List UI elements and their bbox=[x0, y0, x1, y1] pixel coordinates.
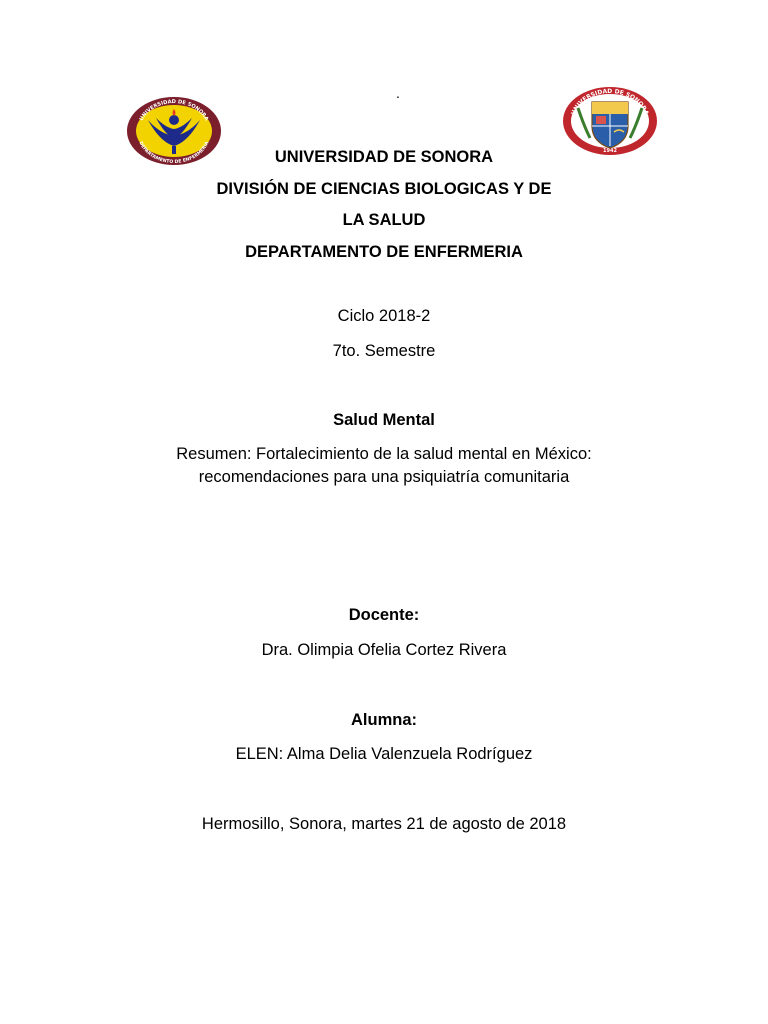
cycle-text: Ciclo 2018-2 bbox=[337, 307, 431, 325]
teacher-name: Dra. Olimpia Ofelia Cortez Rivera bbox=[261, 641, 507, 659]
subject-title: Salud Mental bbox=[333, 411, 435, 429]
department-name: DEPARTAMENTO DE ENFERMERIA bbox=[245, 243, 523, 261]
seal-top-text: UNIVERSIDAD DE SONORA bbox=[570, 87, 650, 117]
institution-name: UNIVERSIDAD DE SONORA bbox=[274, 148, 494, 166]
summary-line-1: Resumen: Fortalecimiento de la salud mental en México: bbox=[176, 445, 592, 463]
teacher-label: Docente: bbox=[348, 606, 420, 624]
student-label: Alumna: bbox=[351, 711, 417, 729]
summary-line-2: recomendaciones para una psiquiatría comunitaria bbox=[198, 468, 570, 486]
logo-bottom-text: DEPARTAMENTO DE ENFERMERIA bbox=[137, 141, 211, 166]
logo-top-text: UNIVERSIDAD DE SONORA bbox=[138, 99, 210, 122]
university-seal-logo bbox=[562, 86, 658, 156]
student-name: ELEN: Alma Delia Valenzuela Rodríguez bbox=[235, 745, 533, 763]
header-dot: . bbox=[396, 85, 400, 101]
seal-year: 1942 bbox=[603, 148, 617, 154]
place-and-date: Hermosillo, Sonora, martes 21 de agosto de 2018 bbox=[201, 815, 567, 833]
division-name-line1: DIVISIÓN DE CIENCIAS BIOLOGICAS Y DE bbox=[216, 180, 552, 198]
division-name-line2: LA SALUD bbox=[342, 211, 426, 229]
semester-text: 7to. Semestre bbox=[332, 342, 436, 360]
